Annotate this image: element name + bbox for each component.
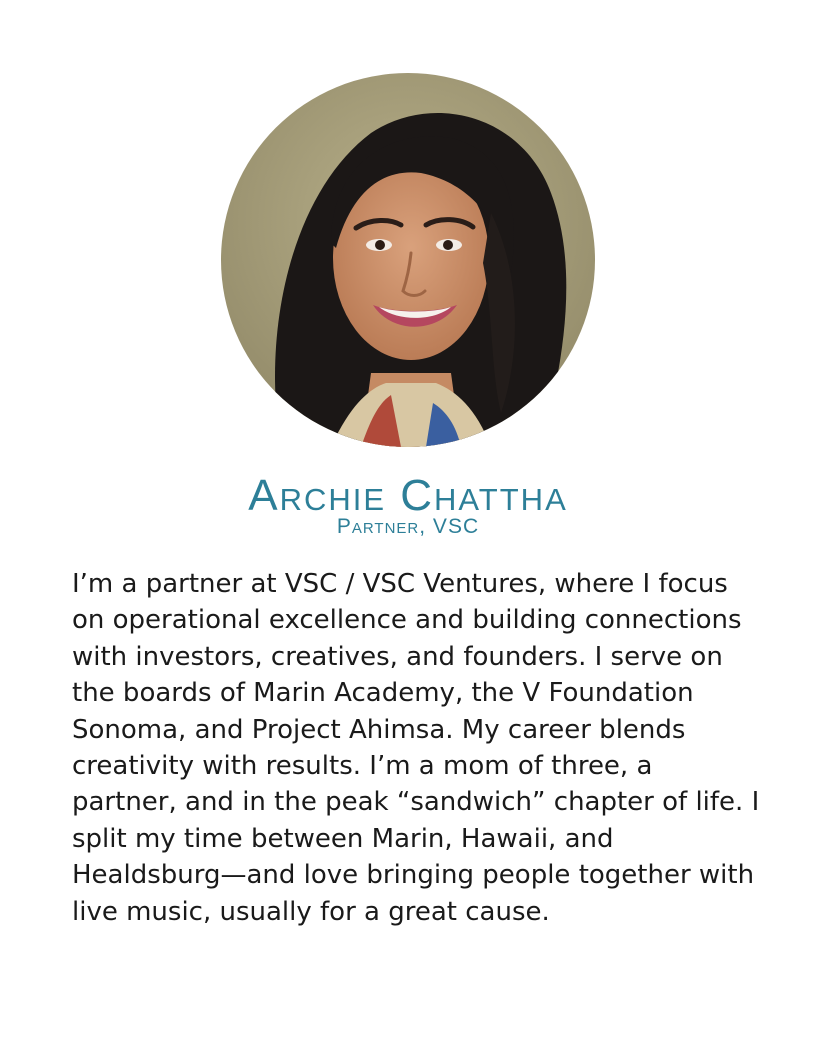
person-role: Partner, VSC xyxy=(336,515,480,538)
profile-photo xyxy=(221,73,595,447)
person-name: Archie Chattha xyxy=(248,471,568,520)
bio-paragraph: I’m a partner at VSC / VSC Ventures, where I focus on operational excellence and building connections with investors, creatives, and founders. I serve on the boards of Marin Academy, the V Foundation Sonoma, and Project Ahimsa. My career blends creativity with results. I’m a mom of three, a partner, and in the peak “sandwich” chapter of life. I split my time between Marin, Hawaii, and Healdsburg—and love bringing people together with live music, usually for a great cause. xyxy=(72,569,760,927)
